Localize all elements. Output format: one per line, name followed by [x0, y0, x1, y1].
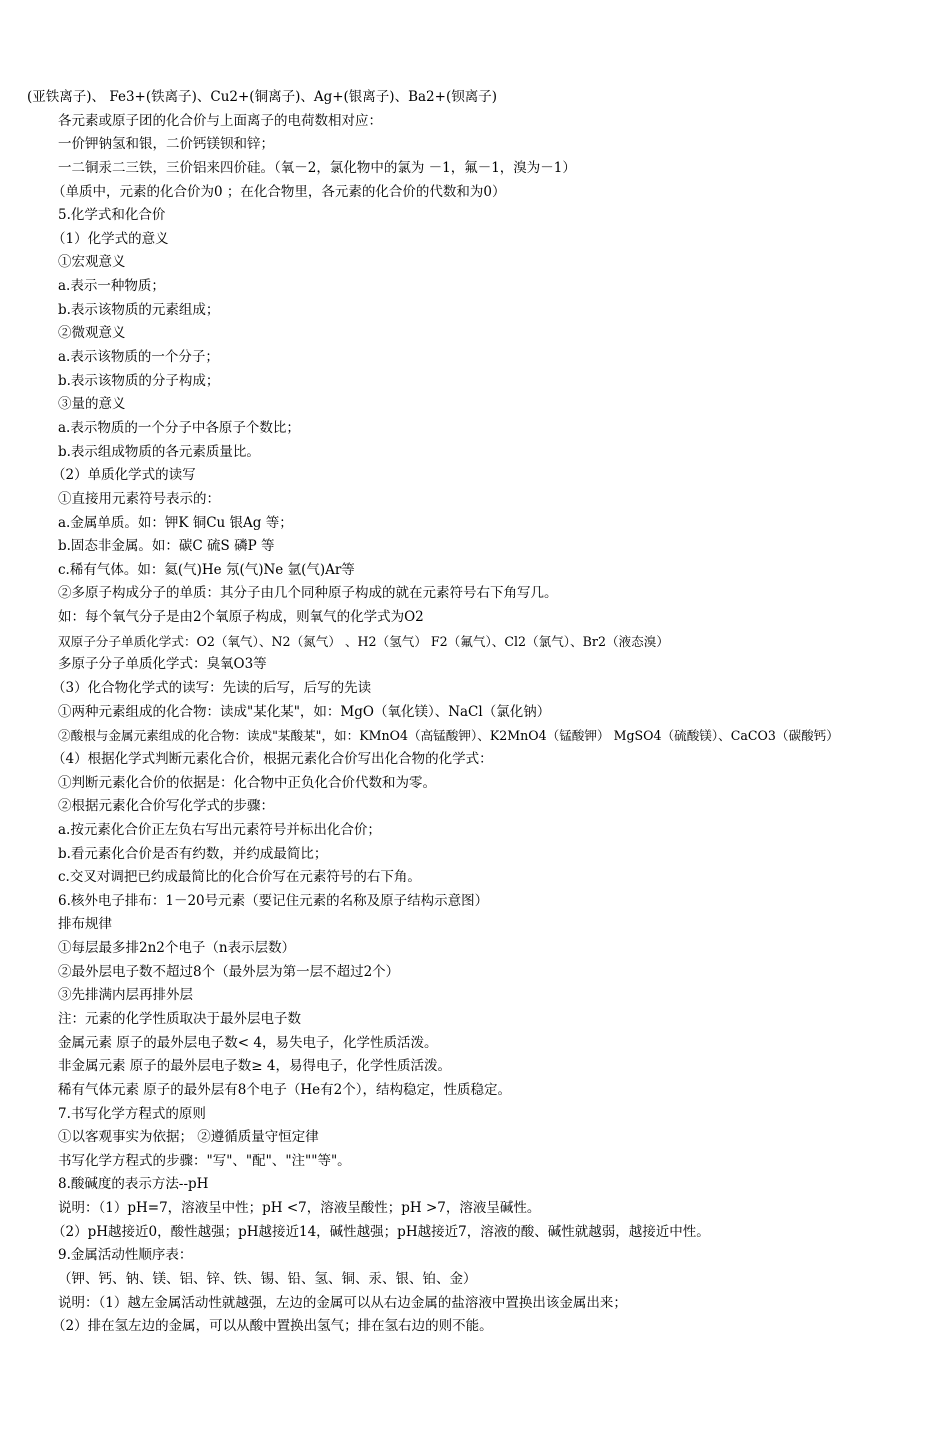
section-heading: 9.金属活动性顺序表： [58, 1247, 193, 1264]
text-line: （单质中，元素的化合价为0 ；在化合物里，各元素的化合价的代数和为0） [52, 183, 506, 200]
text-line: a.表示一种物质； [58, 278, 165, 295]
text-line: 多原子分子单质化学式：臭氧O3等 [58, 656, 267, 673]
text-line: b.表示组成物质的各元素质量比。 [58, 443, 260, 460]
text-line: ①每层最多排2n2个电子（n表示层数） [58, 940, 296, 957]
text-line: ①直接用元素符号表示的： [58, 490, 220, 507]
text-line: （2）排在氢左边的金属，可以从酸中置换出氢气；排在氢右边的则不能。 [52, 1318, 493, 1335]
text-line: ①两种元素组成的化合物：读成"某化某"，如：MgO（氧化镁）、NaCl（氯化钠） [58, 703, 551, 720]
text-line: ③量的意义 [58, 396, 126, 413]
text-line: 金属元素 原子的最外层电子数< 4，易失电子，化学性质活泼。 [58, 1034, 438, 1051]
text-line: b.表示该物质的元素组成； [58, 301, 220, 318]
text-line: c.稀有气体。如：氦(气)He 氖(气)Ne 氩(气)Ar等 [58, 561, 355, 578]
text-line: （2）pH越接近0，酸性越强；pH越接近14，碱性越强；pH越接近7，溶液的酸、碱性就越弱，越接近中性。 [52, 1223, 710, 1240]
text-line: 稀有气体元素 原子的最外层有8个电子（He有2个），结构稳定，性质稳定。 [58, 1081, 511, 1098]
text-line: 说明：（1）pH=7，溶液呈中性；pH <7，溶液呈酸性；pH >7，溶液呈碱性。 [58, 1200, 541, 1217]
text-line: 各元素或原子团的化合价与上面离子的电荷数相对应： [58, 112, 382, 129]
subsection-heading: （4）根据化学式判断元素化合价，根据元素化合价写出化合物的化学式： [52, 750, 493, 767]
text-line: a.表示该物质的一个分子； [58, 349, 219, 366]
text-line: b.看元素化合价是否有约数，并约成最简比； [58, 845, 328, 862]
text-line: ②酸根与金属元素组成的化合物：读成"某酸某"，如：KMnO4（高锰酸钾）、K2MnO4（锰酸钾） MgSO4（硫酸镁）、CaCO3（碳酸钙） [58, 728, 839, 744]
section-heading: 5.化学式和化合价 [58, 207, 166, 224]
text-line: a.表示物质的一个分子中各原子个数比； [58, 419, 300, 436]
text-line: 双原子分子单质化学式：O2（氧气）、N2（氮气） 、H2（氢气） F2（氟气）、Cl2（氯气）、Br2（液态溴） [58, 633, 669, 649]
text-line: b.表示该物质的分子构成； [58, 372, 220, 389]
text-line: ①判断元素化合价的依据是：化合物中正负化合价代数和为零。 [58, 774, 436, 791]
text-line: 一二铜汞二三铁，三价铝来四价硅。（氧－2，氯化物中的氯为 －1，氟－1，溴为－1） [58, 159, 576, 176]
text-line: 书写化学方程式的步骤："写"、"配"、"注""等"。 [58, 1152, 351, 1169]
text-line: c.交叉对调把已约成最简比的化合价写在元素符号的右下角。 [58, 869, 421, 886]
text-line: ②微观意义 [58, 325, 126, 342]
section-heading: 8.酸碱度的表示方法--pH [58, 1176, 209, 1193]
document-page [0, 86, 950, 1339]
text-line: ③先排满内层再排外层 [58, 987, 193, 1004]
text-line: 排布规律 [58, 916, 112, 933]
text-line: 如：每个氧气分子是由2个氧原子构成，则氧气的化学式为O2 [58, 609, 424, 626]
text-line: a.金属单质。如：钾K 铜Cu 银Ag 等； [58, 514, 293, 531]
section-heading: 6.核外电子排布：1－20号元素（要记住元素的名称及原子结构示意图） [58, 892, 489, 909]
text-line: 非金属元素 原子的最外层电子数≥ 4，易得电子，化学性质活泼。 [58, 1058, 451, 1075]
text-line: ②最外层电子数不超过8个（最外层为第一层不超过2个） [58, 963, 400, 980]
subsection-heading: （1）化学式的意义 [52, 230, 169, 247]
subsection-heading: （3）化合物化学式的读写：先读的后写，后写的先读 [52, 680, 372, 697]
text-line: 说明：（1）越左金属活动性就越强，左边的金属可以从右边金属的盐溶液中置换出该金属出来； [58, 1294, 627, 1311]
text-line: ②根据元素化合价写化学式的步骤： [58, 798, 274, 815]
text-line: ②多原子构成分子的单质：其分子由几个同种原子构成的就在元素符号右下角写几。 [58, 585, 558, 602]
subsection-heading: （2）单质化学式的读写 [52, 467, 196, 484]
text-line: （钾、钙、钠、镁、铝、锌、铁、锡、铅、氢、铜、汞、银、铂、金） [58, 1271, 477, 1288]
text-line: a.按元素化合价正左负右写出元素符号并标出化合价； [58, 821, 381, 838]
text-line: (亚铁离子)、 Fe3+(铁离子)、Cu2+(铜离子)、Ag+(银离子)、Ba2+(钡离子) [27, 89, 497, 105]
text-line: 一价钾钠氢和银，二价钙镁钡和锌； [58, 136, 274, 153]
text-line: b.固态非金属。如：碳C 硫S 磷P 等 [58, 538, 275, 555]
text-line: ①宏观意义 [58, 254, 126, 271]
text-line: 注：元素的化学性质取决于最外层电子数 [58, 1010, 301, 1027]
text-line: ①以客观事实为依据； ②遵循质量守恒定律 [58, 1129, 319, 1146]
section-heading: 7.书写化学方程式的原则 [58, 1105, 206, 1122]
